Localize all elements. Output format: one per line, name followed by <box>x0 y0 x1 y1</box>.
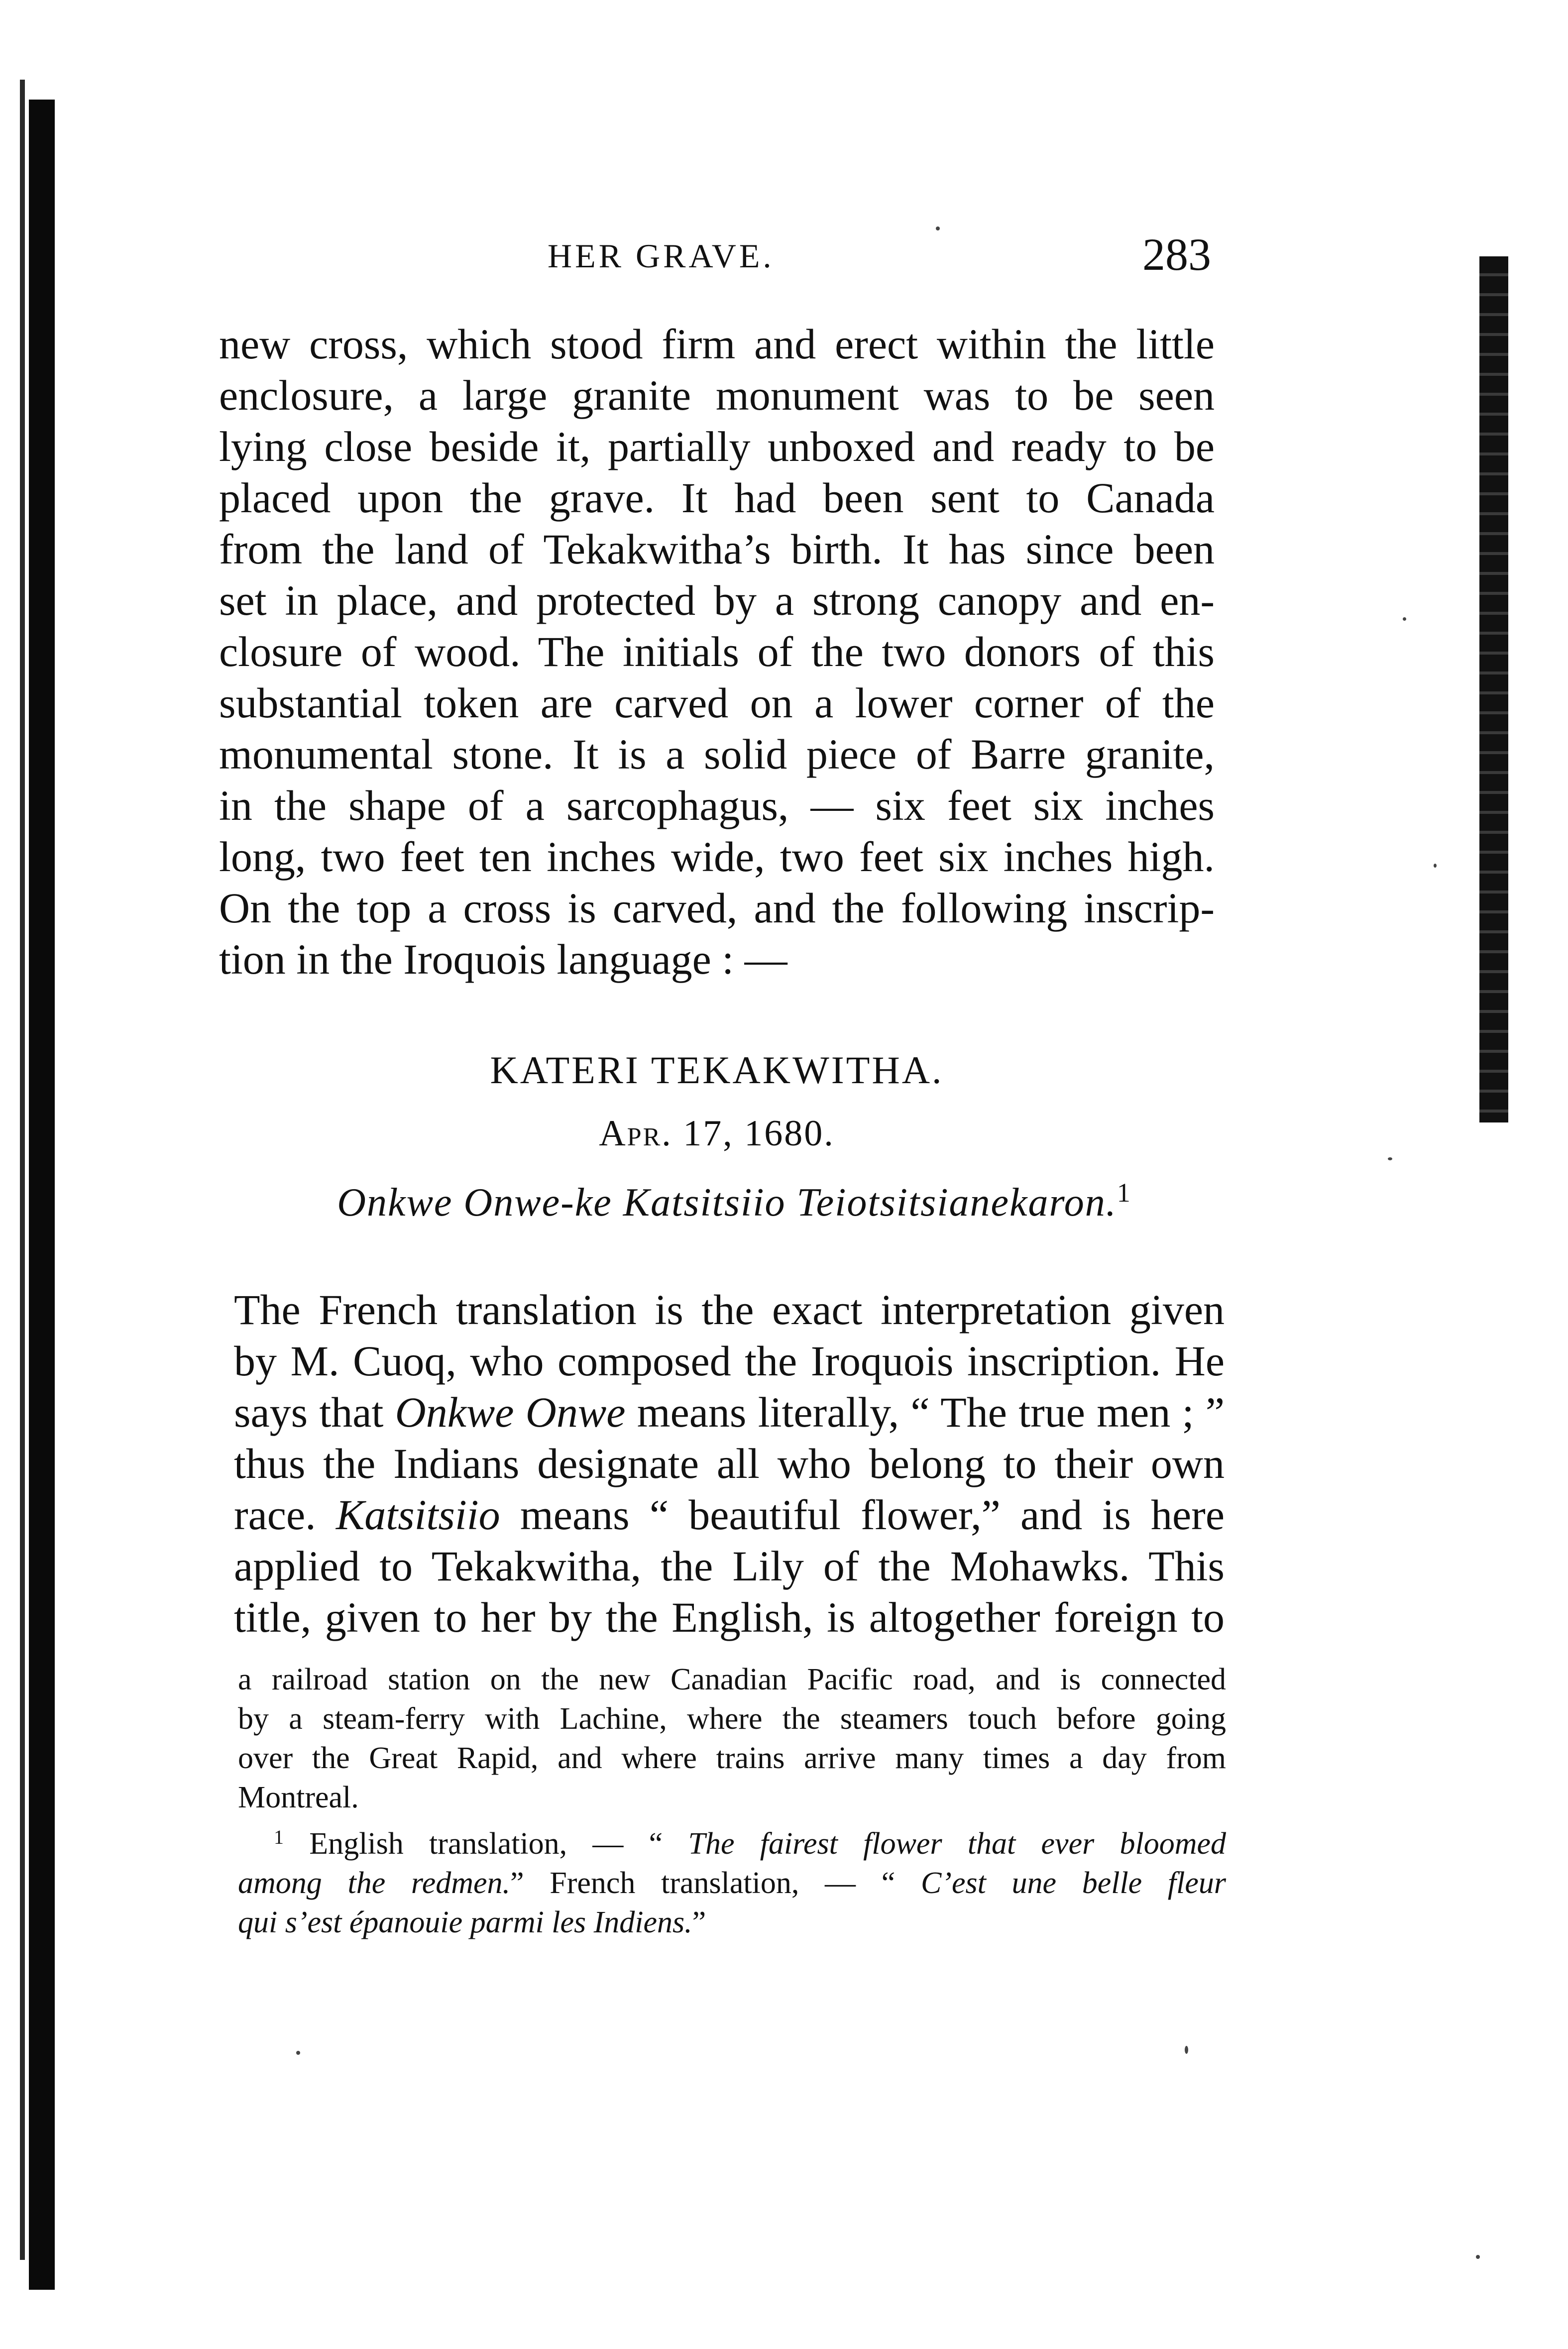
inscription-name: KATERI TEKAKWITHA. <box>490 1048 944 1092</box>
text-line: new cross, which stood firm and erect within the little <box>219 320 1215 368</box>
text-line <box>234 1387 1225 1438</box>
italic-run: among the redmen. <box>238 1866 511 1900</box>
text-line: lying close beside it, partially unboxed and ready to be <box>219 423 1215 470</box>
italic-run: Katsitsiio <box>336 1491 500 1539</box>
text-line: monumental stone. It is a solid piece of Barre granite, <box>219 730 1215 778</box>
italic-run: Onkwe Onwe <box>395 1388 626 1436</box>
footnote-line <box>238 1864 1226 1903</box>
text-line <box>234 1489 1225 1541</box>
footnote-number: 1 <box>274 1826 284 1848</box>
text-line: thus the Indians designate all who belong to their own <box>234 1440 1225 1487</box>
text-line: placed upon the grave. It had been sent to Canada <box>219 474 1215 522</box>
scan-binding-shadow <box>20 80 25 2260</box>
text-run: English translation, — “ <box>284 1827 688 1861</box>
text-run: says that <box>234 1388 395 1436</box>
footnote-line: over the Great Rapid, and where trains arrive many times a day from <box>238 1741 1226 1775</box>
footnote-line <box>238 1903 1226 1942</box>
inscription-epitaph <box>0 1177 1468 1226</box>
inscription-date <box>0 1113 1434 1155</box>
scan-speck <box>1403 617 1406 621</box>
text-run: means literally, “ The true men ; ” <box>625 1388 1225 1436</box>
text-line: substantial token are carved on a lower corner of the <box>219 679 1215 727</box>
footnote-line: by a steam-ferry with Lachine, where the steamers touch before going <box>238 1702 1226 1736</box>
text-line: tion in the Iroquois language : — <box>219 935 787 983</box>
text-run: means “ beautiful flower,” and is here <box>500 1491 1225 1539</box>
text-line: The French translation is the exact interpretation given <box>234 1286 1225 1334</box>
running-head: HER GRAVE. <box>548 237 775 275</box>
footnote-line: a railroad station on the new Canadian Pacific road, and is connected <box>238 1663 1226 1696</box>
scan-speck <box>1434 864 1437 868</box>
text-line: by M. Cuoq, who composed the Iroquois inscription. He <box>234 1337 1225 1385</box>
footnote-marker: 1 <box>1117 1178 1131 1208</box>
text-line: title, given to her by the English, is altogether foreign to <box>234 1593 1225 1641</box>
body-paragraph-1 <box>219 319 1215 985</box>
text-run: ” <box>692 1905 706 1939</box>
text-run: race. <box>234 1491 336 1539</box>
inscription-date-rest: 17, 1680. <box>672 1113 835 1154</box>
body-paragraph-2 <box>234 1284 1225 1643</box>
scan-speck <box>1388 1157 1392 1160</box>
italic-run: The fairest flower that ever bloomed <box>688 1827 1226 1861</box>
page-number: 283 <box>1142 229 1211 280</box>
text-line: enclosure, a large granite monument was to be seen <box>219 371 1215 419</box>
text-line: from the land of Tekakwitha’s birth. It has since been <box>219 525 1215 573</box>
scan-speck <box>1476 2255 1480 2259</box>
text-line: applied to Tekakwitha, the Lily of the Mohawks. This <box>234 1542 1225 1590</box>
text-run: ” French translation, — “ <box>510 1866 921 1900</box>
footnote-line <box>238 1817 1226 1864</box>
footnotes <box>238 1660 1226 1942</box>
scan-right-edge <box>1479 256 1508 1122</box>
italic-run: qui s’est épanouie parmi les Indiens. <box>238 1905 692 1939</box>
italic-run: C’est une belle fleur <box>920 1866 1226 1900</box>
text-line: long, two feet ten inches wide, two feet six inches high. <box>219 833 1215 881</box>
text-line: closure of wood. The initials of the two donors of this <box>219 628 1215 675</box>
epitaph-text: Onkwe Onwe-ke Katsitsiio Teiotsitsianekaron. <box>337 1181 1117 1225</box>
text-line: set in place, and protected by a strong canopy and en- <box>219 576 1215 624</box>
text-line: On the top a cross is carved, and the following inscrip- <box>219 884 1215 932</box>
inscription-date-month: Apr. <box>599 1113 672 1154</box>
scan-speck <box>936 226 940 230</box>
scan-speck <box>1185 2046 1188 2054</box>
scan-speck <box>296 2051 300 2055</box>
footnote-line: Montreal. <box>238 1781 359 1814</box>
text-line: in the shape of a sarcophagus, — six feet six inches <box>219 782 1215 829</box>
